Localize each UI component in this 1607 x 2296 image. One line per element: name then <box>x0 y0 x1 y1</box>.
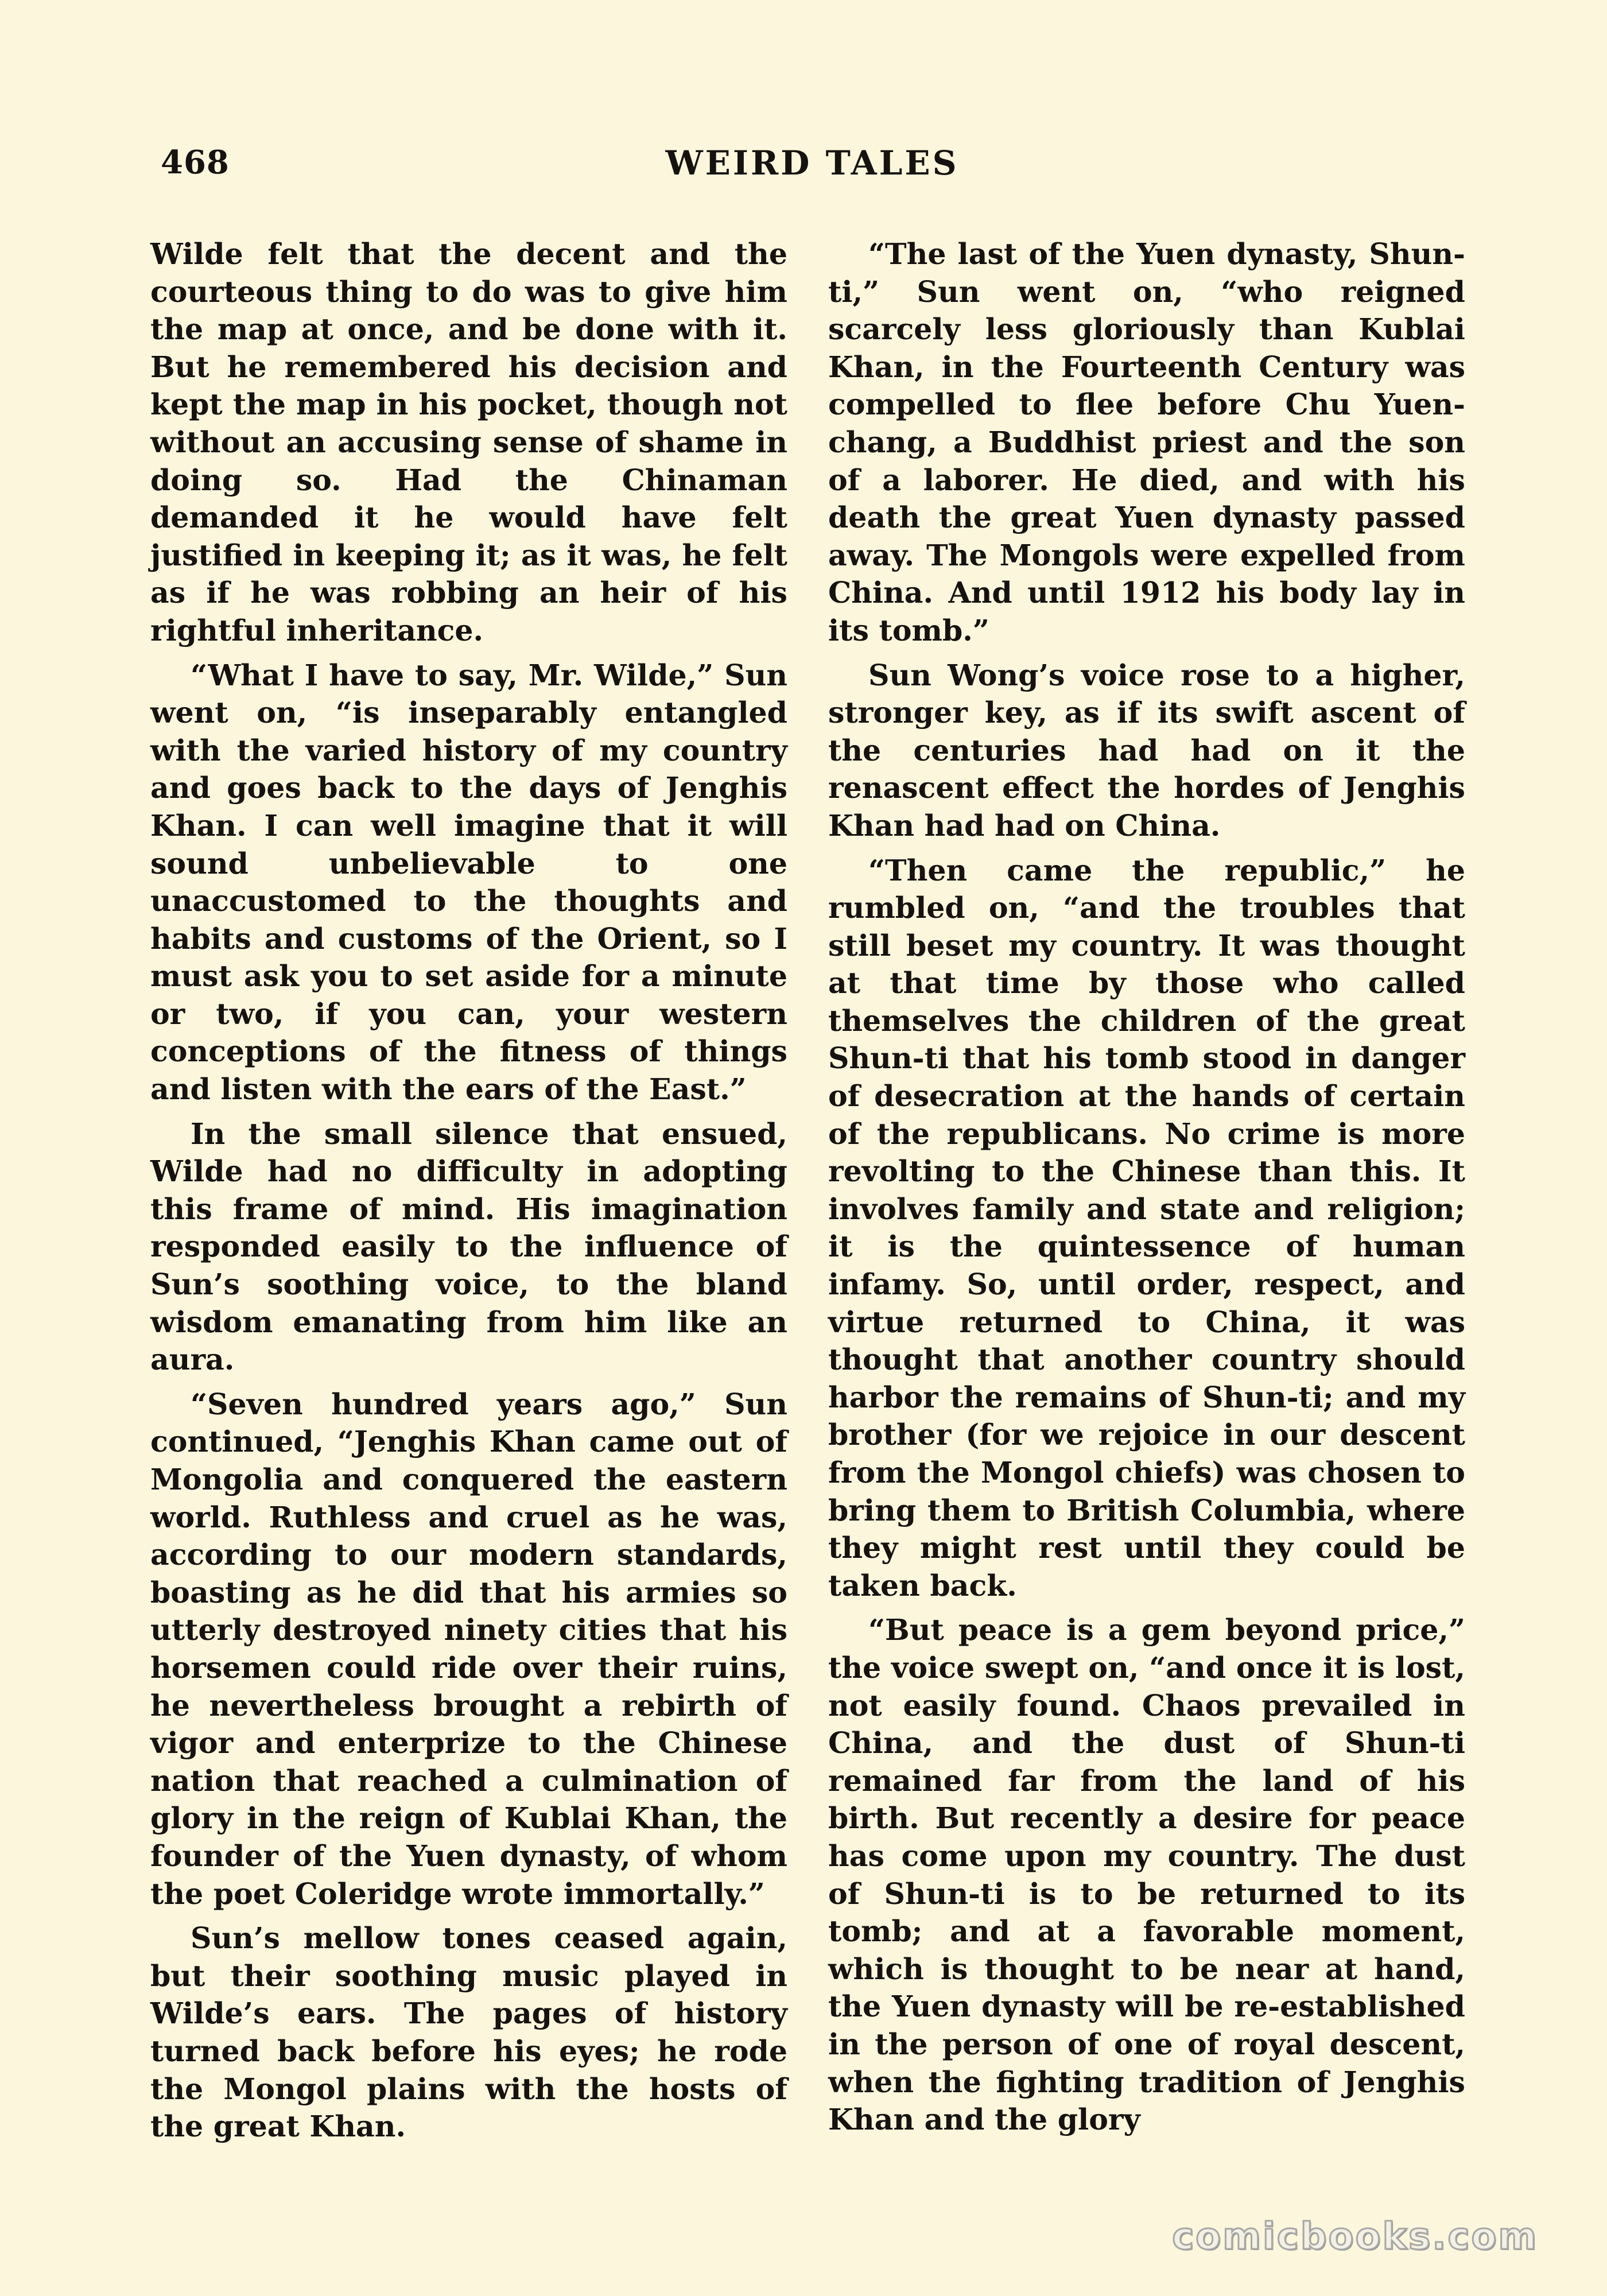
paragraph: “The last of the Yuen dynasty, Shun-ti,” Sun went on, “who reigned scarcely less gloriously than Kublai Khan, in the Fourteenth Century was compelled to flee before Chu Yuen-chang, a Buddhist priest and the son of a laborer. He died, and with his death the great Yuen dynasty passed away. The Mongols were expelled from China. And until 1912 his body lay in its tomb.” <box>828 237 1465 647</box>
paragraph: “Then came the republic,” he rumbled on, “and the troubles that still beset my country. It was thought at that time by those who called themselves the children of the great Shun-ti that his tomb stood in danger of desecration at the hands of certain of the republicans. No crime is more revolting to the Chinese than this. It involves family and state and religion; it is the quintessence of human infamy. So, until order, respect, and virtue returned to China, it was thought that another country should harbor the remains of Shun-ti; and my brother (for we rejoice in our descent from the Mongol chiefs) was chosen to bring them to British Columbia, where they might rest until they could be taken back. <box>828 853 1465 1603</box>
paragraph: Sun Wong’s voice rose to a higher, stronger key, as if its swift ascent of the centuries had had on it the renascent effect the hordes of Jenghis Khan had had on China. <box>828 658 1465 843</box>
paragraph: “Seven hundred years ago,” Sun continued, “Jenghis Khan came out of Mongolia and conquered the eastern world. Ruthless and cruel as he was, according to our modern standards, boasting as he did that his armies so utterly destroyed ninety cities that his horsemen could ride over their ruins, he nevertheless brought a rebirth of vigor and enterprize to the Chinese nation that reached a culmination of glory in the reign of Kublai Khan, the founder of the Yuen dynasty, of whom the poet Coleridge wrote immortally.” <box>150 1387 787 1911</box>
paragraph: Wilde felt that the decent and the courteous thing to do was to give him the map at once, and be done with it. But he remembered his decision and kept the map in his pocket, though not without an accusing sense of shame in doing so. Had the Chinaman demanded it he would have felt justified in keeping it; as it was, he felt as if he was robbing an heir of his rightful inheritance. <box>150 237 787 647</box>
page-header <box>155 144 1469 195</box>
text-column-left <box>150 235 787 2152</box>
paragraph: In the small silence that ensued, Wilde had no difficulty in adopting this frame of mind. His imagination responded easily to the influence of Sun’s soothing voice, to the bland wisdom emanating from him like an aura. <box>150 1116 787 1377</box>
text-column-right <box>828 235 1465 2146</box>
paragraph: “But peace is a gem beyond price,” the voice swept on, “and once it is lost, not easily found. Chaos prevailed in China, and the dust of Shun-ti remained far from the land of his birth. But recently a desire for peace has come upon my country. The dust of Shun-ti is to be returned to its tomb; and at a favorable moment, which is thought to be near at hand, the Yuen dynasty will be re-established in the person of one of royal descent, when the fighting tradition of Jenghis Khan and the glory <box>828 1613 1465 2137</box>
watermark-logo: comicbooks.com <box>1172 2216 1538 2258</box>
paragraph: “What I have to say, Mr. Wilde,” Sun went on, “is inseparably entangled with the varied history of my country and goes back to the days of Jenghis Khan. I can well imagine that it will sound unbelievable to one unaccustomed to the thoughts and habits and customs of the Orient, so I must ask you to set aside for a minute or two, if you can, your western conceptions of the fitness of things and listen with the ears of the East.” <box>150 658 787 1107</box>
magazine-title: WEIRD TALES <box>665 144 959 183</box>
page-number: 468 <box>161 144 230 181</box>
paragraph: Sun’s mellow tones ceased again, but their soothing music played in Wilde’s ears. The pages of history turned back before his eyes; he rode the Mongol plains with the hosts of the great Khan. <box>150 1921 787 2144</box>
